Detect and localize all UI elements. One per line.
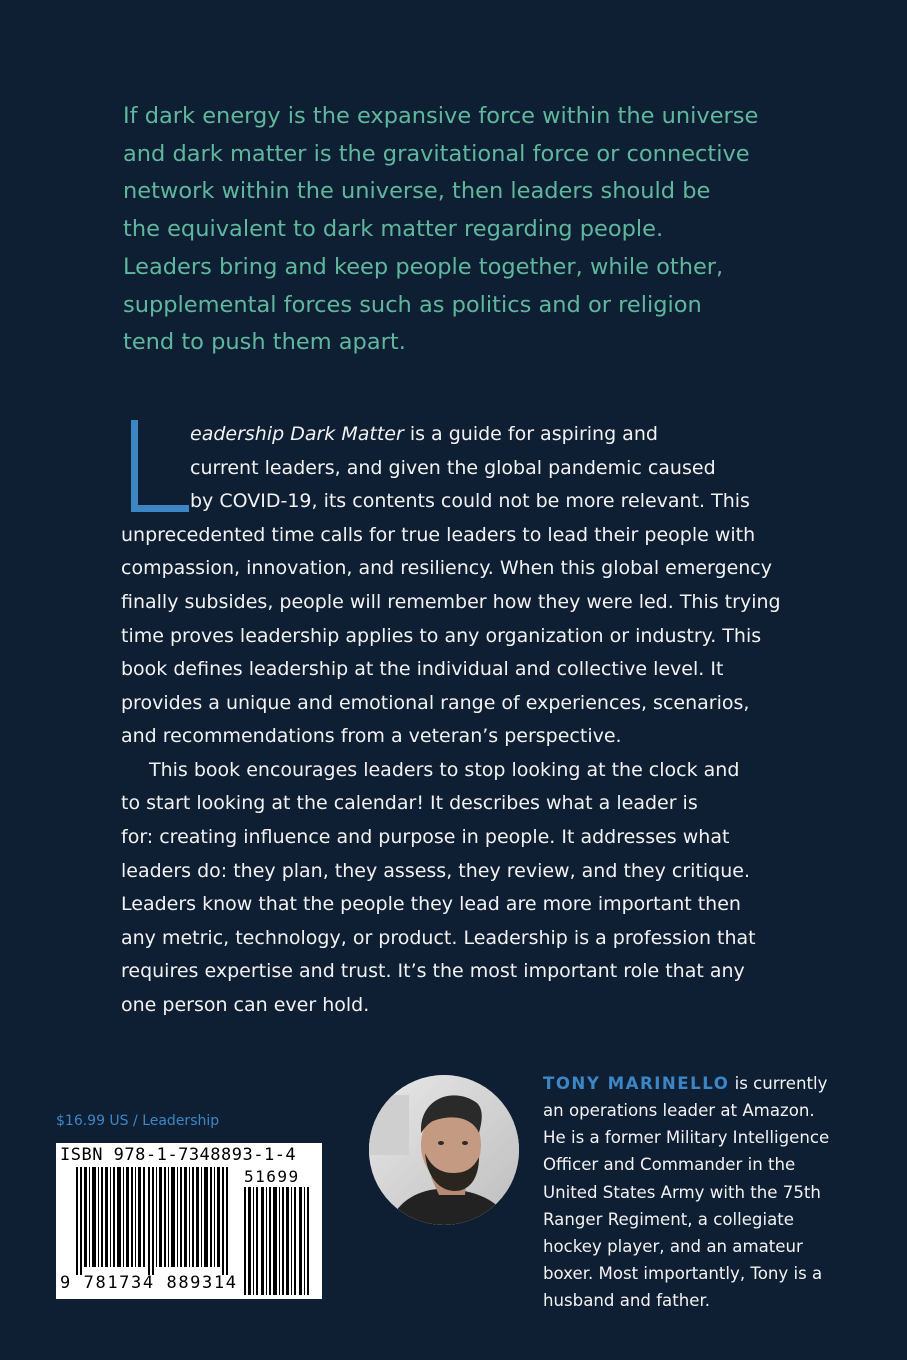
pull-quote-line: supplemental forces such as politics and or religion [123,291,702,318]
blurb-line: This book encourages leaders to stop looking at the clock and [149,759,740,781]
pull-quote-line: If dark energy is the expansive force within the universe [123,103,759,129]
author-name: TONY MARINELLO [543,1074,730,1093]
blurb-line: one person can ever hold. [121,994,370,1016]
ean-digits: 9 781734 889314 [60,1273,238,1293]
blurb-line: current leaders, and given the global pandemic caused [190,457,716,479]
blurb-line: for: creating influence and purpose in people. It addresses what [121,826,730,848]
isbn-barcode [56,1143,322,1299]
barcode-addon-digits: 51699 [244,1167,300,1186]
bio-line: husband and father. [543,1291,711,1310]
pull-quote-line: the equivalent to dark matter regarding people. [123,216,664,243]
pull-quote-line: network within the universe, then leaders should be [123,178,711,205]
pull-quote-line: and dark matter is the gravitational force or connective [123,140,750,167]
bio-line: boxer. Most importantly, Tony is a [543,1264,823,1283]
blurb-line: unprecedented time calls for true leaders to lead their people with [121,524,756,546]
blurb-line: leaders do: they plan, they assess, they review, and they critique. [121,860,751,882]
price-category: $16.99 US / Leadership [56,1113,220,1129]
bio-line: Officer and Commander in the [543,1155,796,1174]
pull-quote [123,98,823,362]
author-photo [369,1075,519,1225]
bio-text: is currently [729,1074,828,1093]
blurb-line: to start looking at the calendar! It describes what a leader is [121,792,698,814]
blurb-line: and recommendations from a veteran’s perspective. [121,725,622,747]
isbn-text: ISBN 978-1-7348893-1-4 [60,1145,297,1165]
drop-cap [131,420,189,512]
bio-line: He is a former Military Intelligence [543,1128,830,1147]
blurb-line: finally subsides, people will remember how they were led. This trying [121,591,781,613]
blurb-line: by COVID-19, its contents could not be more relevant. This [190,490,750,512]
blurb-line: any metric, technology, or product. Leadership is a profession that [121,927,756,949]
pull-quote-line: tend to push them apart. [123,329,406,356]
bio-line: hockey player, and an amateur [543,1237,803,1256]
blurb-line: time proves leadership applies to any organization or industry. This [121,625,762,647]
blurb-text: is a guide for aspiring and [403,423,658,445]
blurb-line: book defines leadership at the individual and collective level. It [121,658,724,680]
blurb-line [190,418,658,452]
pull-quote-line: Leaders bring and keep people together, while other, [123,253,724,280]
blurb-line: compassion, innovation, and resiliency. When this global emergency [121,557,772,579]
bio-line: an operations leader at Amazon. [543,1101,815,1120]
barcode-bars [74,1167,234,1275]
blurb-line: requires expertise and trust. It’s the most important role that any [121,960,745,982]
barcode-addon-bars [242,1187,314,1295]
bio-line [543,1070,827,1097]
bio-line: Ranger Regiment, a collegiate [543,1210,794,1229]
book-title: eadership Dark Matter [190,423,404,445]
bio-line: United States Army with the 75th [543,1183,821,1202]
blurb-line: provides a unique and emotional range of experiences, scenarios, [121,692,750,714]
author-portrait [369,1075,519,1225]
blurb-line: Leaders know that the people they lead are more important then [121,893,741,915]
